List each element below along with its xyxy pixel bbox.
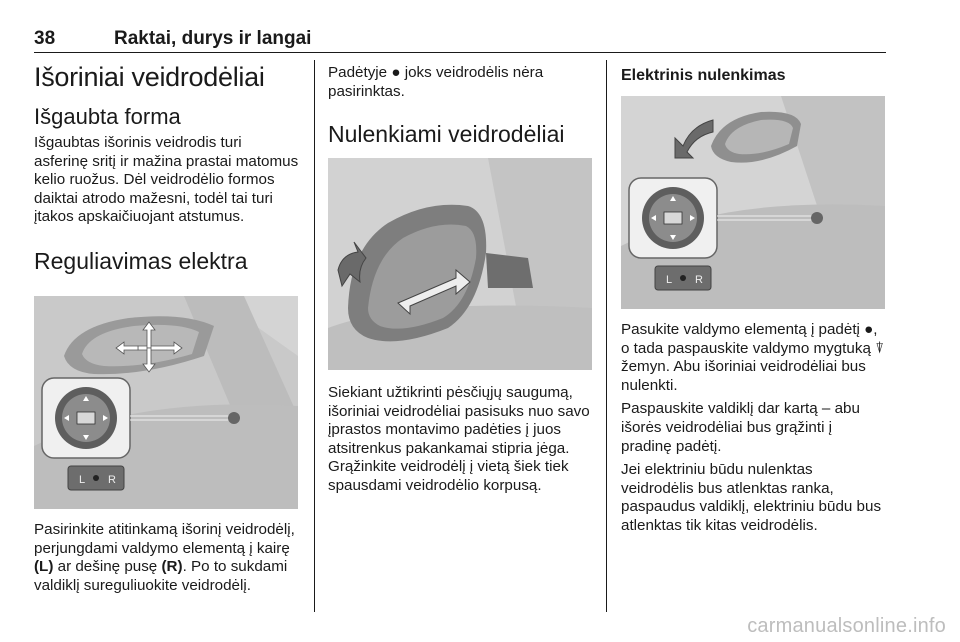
electric-adjust-paragraph <box>34 521 299 595</box>
figure-folding-mirror <box>328 158 592 370</box>
watermark: carmanualsonline.info <box>747 615 946 637</box>
convex-paragraph: Išgaubtas išorinis veidrodis turi asferinę sritį ir mažina prastai matomus kelio ruožus. Dėl veidrodėlio formos daiktai atrodo mažesni, todėl tai turi įtakos apskaičiuojant atstumus. <box>34 134 299 226</box>
chapter-title: Raktai, durys ir langai <box>114 28 312 49</box>
electric-folding-paragraph-2: Paspauskite valdiklį dar kartą – abu išorės veidrodėliai bus grąžinti į pradinę padėtį. <box>621 400 860 455</box>
page-number: 38 <box>34 28 56 49</box>
text-run: ar dešinę pusę <box>53 558 162 576</box>
switch-left-label: L <box>666 274 673 286</box>
section-title-folding-mirrors: Nulenkiami veidrodėliai <box>328 121 565 148</box>
column-divider-2 <box>606 60 607 612</box>
section-title-electric-folding: Elektrinis nulenkimas <box>621 67 786 84</box>
no-mirror-selected-paragraph: Padėtyje ● joks veidrodėlis nėra pasirinktas. <box>328 64 544 100</box>
subsection-title-convex: Išgaubta forma <box>34 104 181 129</box>
column-2-bottom <box>328 384 593 496</box>
right-label: (R) <box>161 558 183 576</box>
electric-folding-paragraph-1: Pasukite valdymo elementą į padėtį ●, o tada paspauskite valdymo mygtuką ⍒ žemyn. Abu išoriniai veidrodėliai bus nulenkti. <box>621 321 885 394</box>
switch-left-label: L <box>79 474 86 486</box>
switch-right-label: R <box>695 274 703 286</box>
figure-mirror-adjust <box>34 296 298 509</box>
subsection-title-electric-adjust: Reguliavimas elektra <box>34 247 248 274</box>
section-title-outside-mirrors: Išoriniai veidrodėliai <box>34 62 265 92</box>
column-2 <box>328 64 593 149</box>
folding-paragraph: Siekiant užtikrinti pėsčiųjų saugumą, išoriniai veidrodėliai pasisuks nuo savo įprastos montavimo padėties į juos atsitrenkus pakankamai stipria jėga. Grąžinkite veidrodėlį į vietą šiek tiek spausdami veidrodėlio korpusą. <box>328 384 590 494</box>
electric-folding-paragraph-3: Jei elektriniu būdu nulenktas veidrodėlis bus atlenktas ranka, paspaudus valdiklį, elektriniu būdu bus atlenktas tik kitas veidrodėlis. <box>621 461 882 534</box>
column-1 <box>34 60 299 276</box>
column-1-bottom <box>34 521 299 595</box>
text-run: . Po to sukdami valdiklį sureguliuokite veidrodėlį. <box>34 558 288 594</box>
left-label: (L) <box>34 558 54 576</box>
switch-right-label: R <box>108 474 116 486</box>
page-header <box>34 26 886 53</box>
column-3 <box>621 66 886 86</box>
text-run: Pasirinkite atitinkamą išorinį veidrodėlį, perjungdami valdymo elementą į kairę <box>34 521 295 557</box>
figure-electric-folding <box>621 96 885 309</box>
column-divider-1 <box>314 60 315 612</box>
column-3-bottom <box>621 321 886 536</box>
